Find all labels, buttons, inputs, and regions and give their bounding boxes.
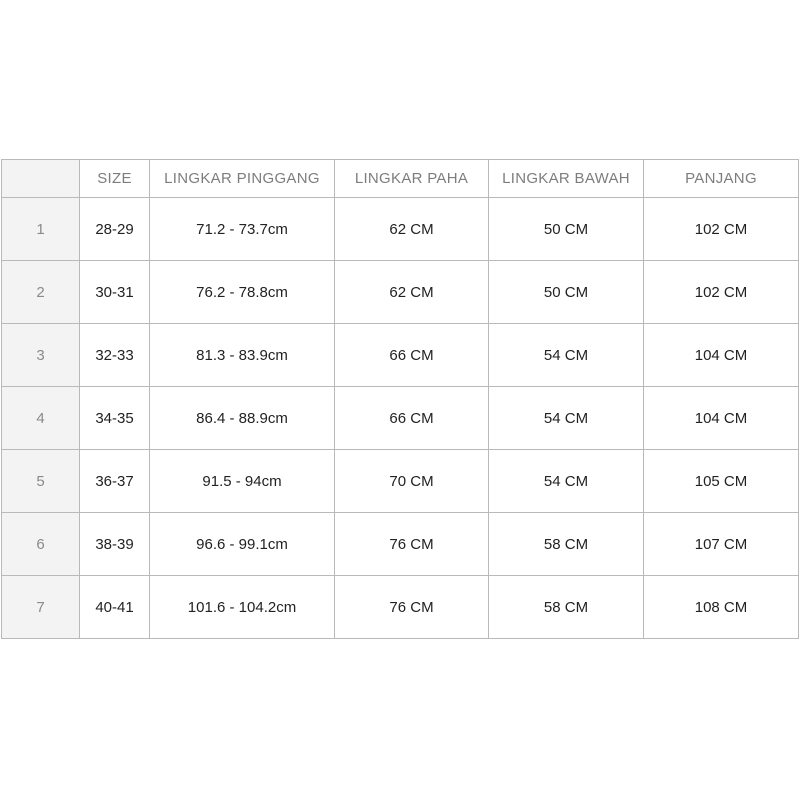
lingkar-pinggang-cell: 101.6 - 104.2cm	[150, 576, 335, 639]
lingkar-paha-cell: 76 CM	[335, 576, 489, 639]
table-row	[2, 198, 799, 261]
table-row	[2, 261, 799, 324]
size-table	[1, 159, 799, 639]
lingkar-pinggang-cell: 91.5 - 94cm	[150, 450, 335, 513]
lingkar-paha-cell: 66 CM	[335, 324, 489, 387]
lingkar-bawah-cell: 54 CM	[489, 450, 644, 513]
table-row	[2, 513, 799, 576]
lingkar-bawah-cell: 50 CM	[489, 261, 644, 324]
panjang-cell: 107 CM	[644, 513, 799, 576]
lingkar-bawah-cell: 58 CM	[489, 513, 644, 576]
lingkar-pinggang-cell: 81.3 - 83.9cm	[150, 324, 335, 387]
row-index-cell: 4	[2, 387, 80, 450]
row-index-cell: 5	[2, 450, 80, 513]
size-cell: 34-35	[80, 387, 150, 450]
panjang-cell: 104 CM	[644, 387, 799, 450]
header-row	[2, 160, 799, 198]
panjang-cell: 108 CM	[644, 576, 799, 639]
lingkar-paha-cell: 66 CM	[335, 387, 489, 450]
lingkar-pinggang-cell: 86.4 - 88.9cm	[150, 387, 335, 450]
header-cell-lingkar-paha: LINGKAR PAHA	[335, 160, 489, 198]
row-index-cell: 7	[2, 576, 80, 639]
row-index-cell: 1	[2, 198, 80, 261]
lingkar-bawah-cell: 50 CM	[489, 198, 644, 261]
lingkar-pinggang-cell: 71.2 - 73.7cm	[150, 198, 335, 261]
row-index-cell: 3	[2, 324, 80, 387]
lingkar-pinggang-cell: 76.2 - 78.8cm	[150, 261, 335, 324]
lingkar-paha-cell: 76 CM	[335, 513, 489, 576]
table-row	[2, 387, 799, 450]
table-body	[2, 198, 799, 639]
size-cell: 32-33	[80, 324, 150, 387]
header-cell-lingkar-bawah: LINGKAR BAWAH	[489, 160, 644, 198]
row-index-cell: 2	[2, 261, 80, 324]
table-row	[2, 576, 799, 639]
lingkar-bawah-cell: 54 CM	[489, 387, 644, 450]
panjang-cell: 102 CM	[644, 261, 799, 324]
header-cell-size: SIZE	[80, 160, 150, 198]
lingkar-bawah-cell: 54 CM	[489, 324, 644, 387]
table-row	[2, 450, 799, 513]
table-header	[2, 160, 799, 198]
lingkar-bawah-cell: 58 CM	[489, 576, 644, 639]
header-cell-index	[2, 160, 80, 198]
row-index-cell: 6	[2, 513, 80, 576]
size-chart	[1, 159, 798, 639]
panjang-cell: 105 CM	[644, 450, 799, 513]
lingkar-pinggang-cell: 96.6 - 99.1cm	[150, 513, 335, 576]
size-cell: 30-31	[80, 261, 150, 324]
lingkar-paha-cell: 62 CM	[335, 261, 489, 324]
panjang-cell: 102 CM	[644, 198, 799, 261]
header-cell-lingkar-pinggang: LINGKAR PINGGANG	[150, 160, 335, 198]
panjang-cell: 104 CM	[644, 324, 799, 387]
header-cell-panjang: PANJANG	[644, 160, 799, 198]
size-cell: 28-29	[80, 198, 150, 261]
size-cell: 36-37	[80, 450, 150, 513]
size-cell: 38-39	[80, 513, 150, 576]
table-row	[2, 324, 799, 387]
size-cell: 40-41	[80, 576, 150, 639]
lingkar-paha-cell: 62 CM	[335, 198, 489, 261]
lingkar-paha-cell: 70 CM	[335, 450, 489, 513]
